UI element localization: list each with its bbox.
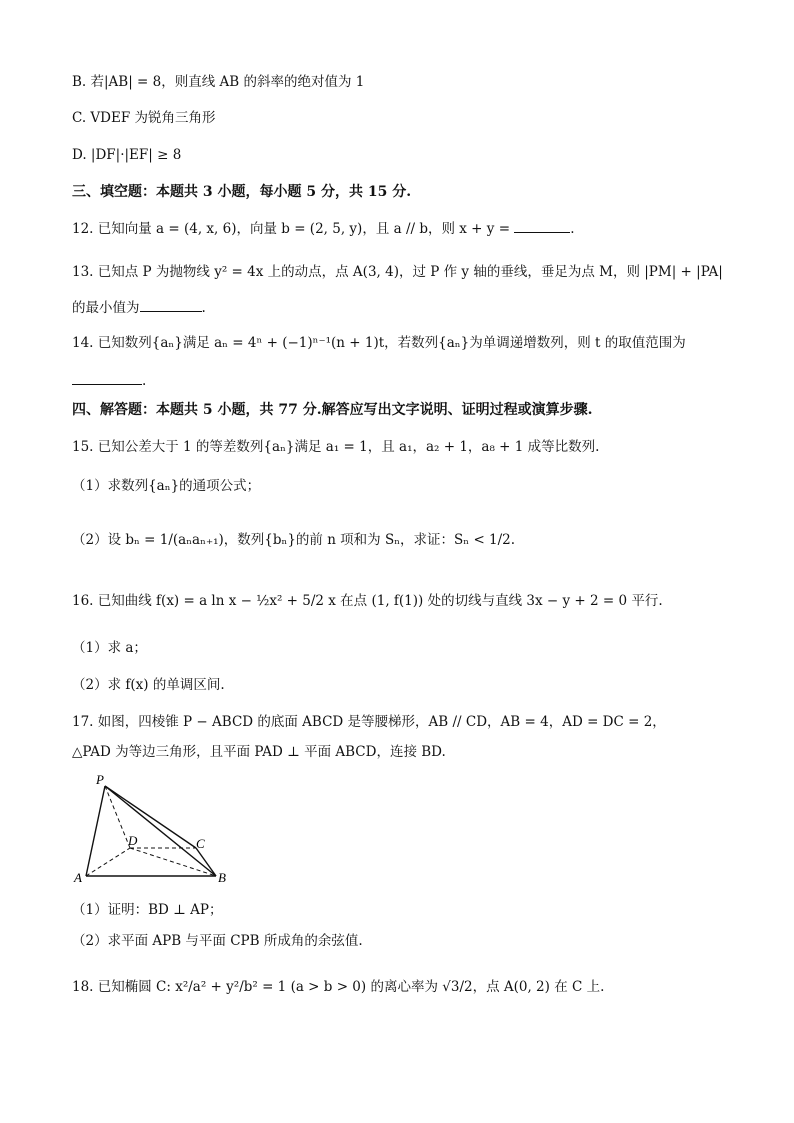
edge-pc: [105, 786, 196, 848]
question-14-end: .: [142, 373, 147, 389]
question-17-line-2: △PAD 为等边三角形，且平面 PAD ⊥ 平面 ABCD，连接 BD.: [72, 744, 446, 760]
vertex-label-d: D: [128, 833, 138, 848]
question-12-end: .: [570, 221, 575, 237]
question-17-part-2: （2）求平面 APB 与平面 CPB 所成角的余弦值.: [72, 933, 363, 949]
vertex-label-b: B: [218, 870, 226, 885]
question-15-part-1: （1）求数列{aₙ}的通项公式；: [72, 478, 261, 494]
question-13-text: 的最小值为: [72, 300, 140, 316]
question-16: 16. 已知曲线 f(x) = a ln x − ½x² + 5/2 x 在点 (1, f(1)) 处的切线与直线 3x − y + 2 = 0 平行.: [72, 593, 663, 609]
question-14-line-1: 14. 已知数列{aₙ}满足 aₙ = 4ⁿ + (−1)ⁿ⁻¹(n + 1)t，若数列{aₙ}为单调递增数列，则 t 的取值范围为: [72, 335, 686, 351]
question-15: 15. 已知公差大于 1 的等差数列{aₙ}满足 a₁ = 1，且 a₁，a₂ + 1，a₈ + 1 成等比数列.: [72, 439, 600, 455]
question-13-line-2: [72, 297, 206, 318]
answer-blank-14[interactable]: [72, 370, 142, 385]
question-17-part-1: （1）证明：BD ⊥ AP；: [72, 902, 223, 918]
question-13-end: .: [201, 300, 206, 316]
answer-blank-13[interactable]: [140, 297, 202, 312]
vertex-label-c: C: [196, 836, 205, 851]
answer-blank-12[interactable]: [514, 218, 570, 233]
section-4-heading: 四、解答题：本题共 5 小题，共 77 分.解答应写出文字说明、证明过程或演算步骤.: [72, 402, 593, 418]
option-c: C. VDEF 为锐角三角形: [72, 110, 216, 126]
option-d: D. |DF|·|EF| ≥ 8: [72, 147, 182, 163]
vertex-label-p: P: [96, 772, 104, 787]
edge-pb: [105, 786, 216, 876]
option-b: B. 若|AB| = 8，则直线 AB 的斜率的绝对值为 1: [72, 74, 365, 90]
question-16-part-1: （1）求 a；: [72, 640, 147, 656]
question-12: [72, 218, 575, 239]
question-15-part-2: （2）设 bₙ = 1/(aₙaₙ₊₁)，数列{bₙ}的前 n 项和为 Sₙ，求证：Sₙ < 1/2.: [72, 532, 516, 548]
question-17-line-1: 17. 如图，四棱锥 P − ABCD 的底面 ABCD 是等腰梯形，AB // CD，AB = 4，AD = DC = 2，: [72, 714, 666, 730]
question-13-line-1: 13. 已知点 P 为抛物线 y² = 4x 上的动点，点 A(3, 4)，过 P 作 y 轴的垂线，垂足为点 M，则 |PM| + |PA|: [72, 264, 723, 280]
edge-pa: [86, 786, 105, 876]
pyramid-figure: [72, 770, 242, 890]
question-18: 18. 已知椭圆 C: x²/a² + y²/b² = 1 (a > b > 0) 的离心率为 √3/2，点 A(0, 2) 在 C 上.: [72, 979, 605, 995]
question-16-part-2: （2）求 f(x) 的单调区间.: [72, 677, 225, 693]
vertex-label-a: A: [74, 870, 82, 885]
question-12-text: 12. 已知向量 a = (4, x, 6)，向量 b = (2, 5, y)，且 a // b，则 x + y =: [72, 221, 515, 237]
edge-bd: [130, 848, 216, 876]
section-3-heading: 三、填空题：本题共 3 小题，每小题 5 分，共 15 分.: [72, 184, 412, 200]
edge-ad: [86, 848, 130, 876]
question-14-line-2: [72, 370, 146, 391]
